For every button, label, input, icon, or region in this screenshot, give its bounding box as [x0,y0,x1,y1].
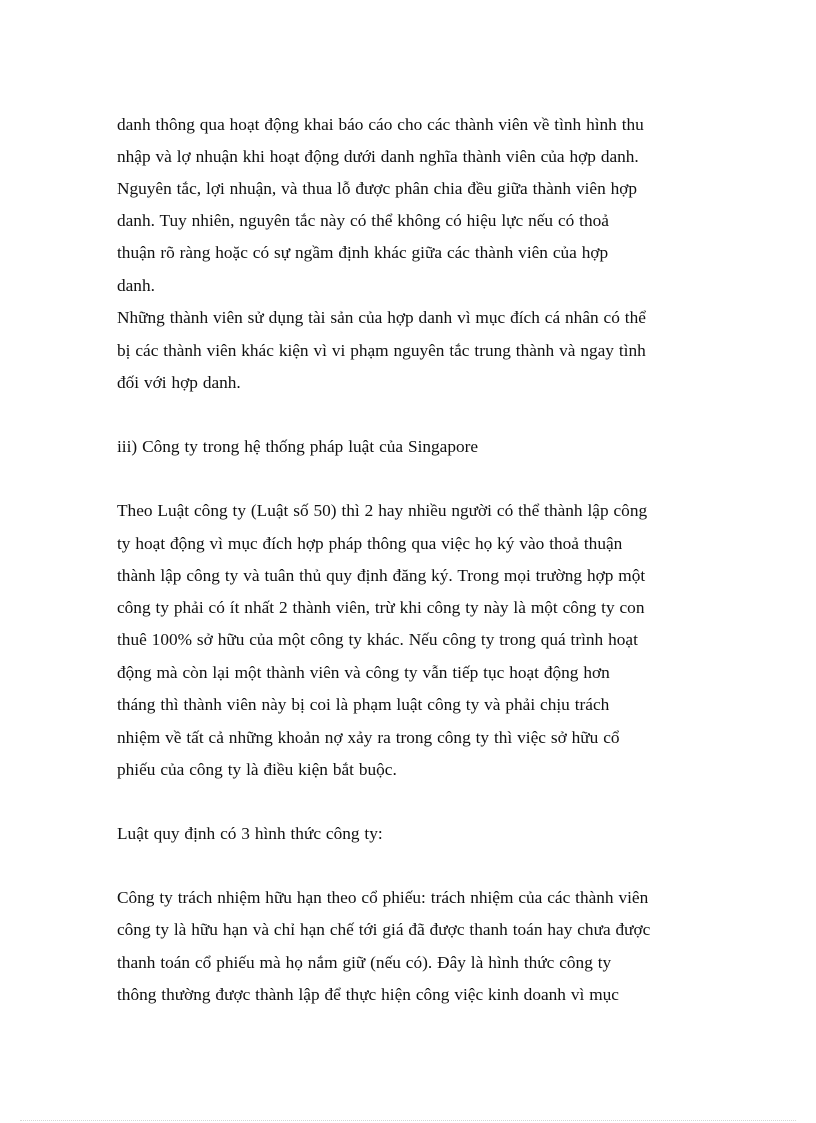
text-line: nhiệm về tất cả những khoản nợ xảy ra trong công ty thì việc sở hữu cổ [117,728,620,747]
text-line: công ty phải có ít nhất 2 thành viên, trừ khi công ty này là một công ty con [117,598,645,617]
text-line: thuê 100% sở hữu của một công ty khác. Nếu công ty trong quá trình hoạt [117,630,638,649]
page-bottom-divider [20,1120,796,1121]
text-line: nhập và lợ nhuận khi hoạt động dưới danh nghĩa thành viên của hợp danh. [117,147,639,166]
text-line: thanh toán cổ phiếu mà họ nắm giữ (nếu có). Đây là hình thức công ty [117,953,612,972]
text-line: bị các thành viên khác kiện vì vi phạm nguyên tắc trung thành và ngay tình [117,341,646,360]
text-line: danh. [117,276,155,295]
text-line: động mà còn lại một thành viên và công ty vẫn tiếp tục hoạt động hơn [117,663,610,682]
text-line: phiếu của công ty là điều kiện bắt buộc. [117,760,397,779]
text-line: ty hoạt động vì mục đích hợp pháp thông qua việc họ ký vào thoả thuận [117,534,623,553]
text-line: Theo Luật công ty (Luật số 50) thì 2 hay nhiều người có thể thành lập công [117,501,648,520]
text-line: đối với hợp danh. [117,373,241,392]
section-heading: iii) Công ty trong hệ thống pháp luật của Singapore [117,437,479,456]
text-line: tháng thì thành viên này bị coi là phạm luật công ty và phải chịu trách [117,695,610,714]
text-line: Công ty trách nhiệm hữu hạn theo cổ phiếu: trách nhiệm của các thành viên [117,888,649,907]
text-line: thuận rõ ràng hoặc có sự ngầm định khác giữa các thành viên của hợp [117,243,609,262]
text-line: Những thành viên sử dụng tài sản của hợp danh vì mục đích cá nhân có thể [117,308,646,327]
text-line: công ty là hữu hạn và chỉ hạn chế tới giá đã được thanh toán hay chưa được [117,920,651,939]
text-line: danh thông qua hoạt động khai báo cáo cho các thành viên về tình hình thu [117,115,644,134]
text-line: thông thường được thành lập để thực hiện công việc kinh doanh vì mục [117,985,619,1004]
text-line: Nguyên tắc, lợi nhuận, và thua lỗ được phân chia đều giữa thành viên hợp [117,179,638,198]
text-line: danh. Tuy nhiên, nguyên tắc này có thể không có hiệu lực nếu có thoả [117,211,609,230]
text-line: Luật quy định có 3 hình thức công ty: [117,824,383,843]
text-line: thành lập công ty và tuân thủ quy định đăng ký. Trong mọi trường hợp một [117,566,646,585]
